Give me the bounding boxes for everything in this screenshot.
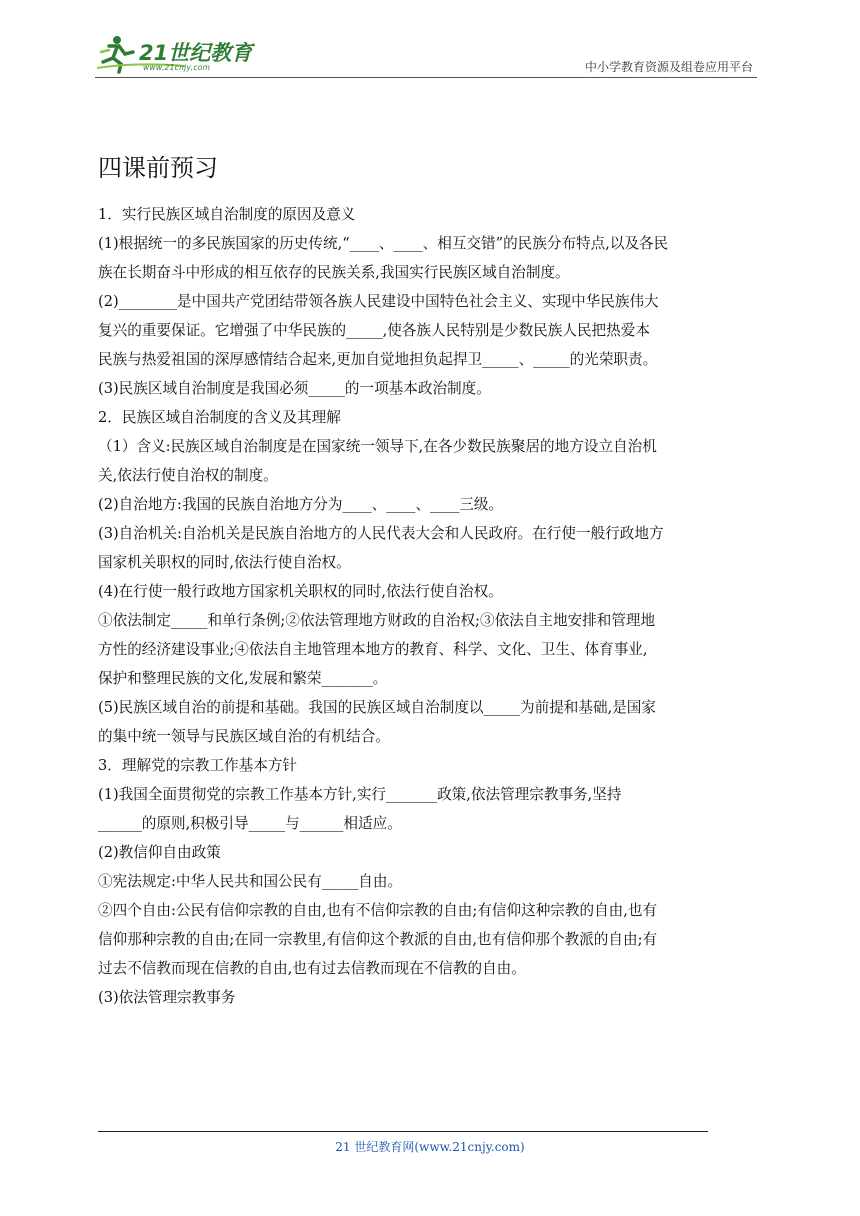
text-line: 过去不信教而现在信教的自由,也有过去信教而现在不信教的自由。 bbox=[98, 960, 526, 977]
text-line: 复兴的重要保证。它增强了中华民族的_____,使各族人民特别是少数民族人民把热爱本 bbox=[98, 322, 650, 339]
section-title: 四课前预习 bbox=[98, 154, 218, 182]
text-line: 方性的经济建设事业;④依法自主地管理本地方的教育、科学、文化、卫生、体育事业, bbox=[98, 641, 648, 658]
text-line: ②四个自由:公民有信仰宗教的自由,也有不信仰宗教的自由;有信仰这种宗教的自由,也有 bbox=[98, 902, 658, 919]
header-slogan: 中小学教育资源及组卷应用平台 bbox=[584, 60, 753, 74]
text-line: (3)自治机关:自治机关是民族自治地方的人民代表大会和人民政府。在行使一般行政地方 bbox=[98, 525, 664, 542]
header-divider bbox=[95, 77, 757, 78]
text-line: (1)我国全面贯彻党的宗教工作基本方针,实行_______政策,依法管理宗教事务,坚持 bbox=[98, 786, 622, 803]
text-line: (4)在行使一般行政地方国家机关职权的同时,依法行使自治权。 bbox=[98, 583, 503, 600]
logo-url: www.21cnjy.com bbox=[143, 63, 211, 72]
text-line: 信仰那种宗教的自由;在同一宗教里,有信仰这个教派的自由,也有信仰那个教派的自由;有 bbox=[98, 931, 658, 948]
text-line: (2)自治地方:我国的民族自治地方分为____、____、____三级。 bbox=[98, 496, 504, 513]
text-line: 3．理解党的宗教工作基本方针 bbox=[98, 757, 298, 774]
text-line: 保护和整理民族的文化,发展和繁荣_______。 bbox=[98, 670, 388, 687]
page-header bbox=[95, 32, 757, 80]
logo-text: 21世纪教育 bbox=[139, 41, 253, 65]
text-line: (1)根据统一的多民族国家的历史传统,“____、____、相互交错”的民族分布特点,以及各民 bbox=[98, 235, 669, 252]
text-line: (2)教信仰自由政策 bbox=[98, 844, 221, 861]
text-line: (2)________是中国共产党团结带领各族人民建设中国特色社会主义、实现中华民族伟大 bbox=[98, 293, 659, 310]
text-line: ①宪法规定:中华人民共和国公民有_____自由。 bbox=[98, 873, 403, 890]
text-line: (5)民族区域自治的前提和基础。我国的民族区域自治制度以_____为前提和基础,是国家 bbox=[98, 699, 656, 716]
text-line: 国家机关职权的同时,依法行使自治权。 bbox=[98, 554, 351, 571]
text-line: （1）含义:民族区域自治制度是在国家统一领导下,在各少数民族聚居的地方设立自治机 bbox=[98, 438, 657, 455]
document-body bbox=[98, 200, 762, 1012]
footer-source: 21 世纪教育网(www.21cnjy.com) bbox=[335, 1140, 525, 1154]
text-line: ______的原则,积极引导_____与______相适应。 bbox=[98, 815, 402, 832]
text-line: (3)民族区域自治制度是我国必须_____的一项基本政治制度。 bbox=[98, 380, 491, 397]
text-line: 族在长期奋斗中形成的相互依存的民族关系,我国实行民族区域自治制度。 bbox=[98, 264, 570, 281]
text-line: 民族与热爱祖国的深厚感情结合起来,更加自觉地担负起捍卫_____、_____的光荣职责。 bbox=[98, 351, 658, 368]
text-line: ①依法制定_____和单行条例;②依法管理地方财政的自治权;③依法自主地安排和管理地 bbox=[98, 612, 656, 629]
text-line: 1．实行民族区域自治制度的原因及意义 bbox=[98, 206, 356, 223]
text-line: 的集中统一领导与民族区域自治的有机结合。 bbox=[98, 728, 390, 745]
text-line: 2．民族区域自治制度的含义及其理解 bbox=[98, 409, 341, 426]
text-line: (3)依法管理宗教事务 bbox=[98, 989, 236, 1006]
text-line: 关,依法行使自治权的制度。 bbox=[98, 467, 278, 484]
footer-divider bbox=[98, 1131, 708, 1132]
